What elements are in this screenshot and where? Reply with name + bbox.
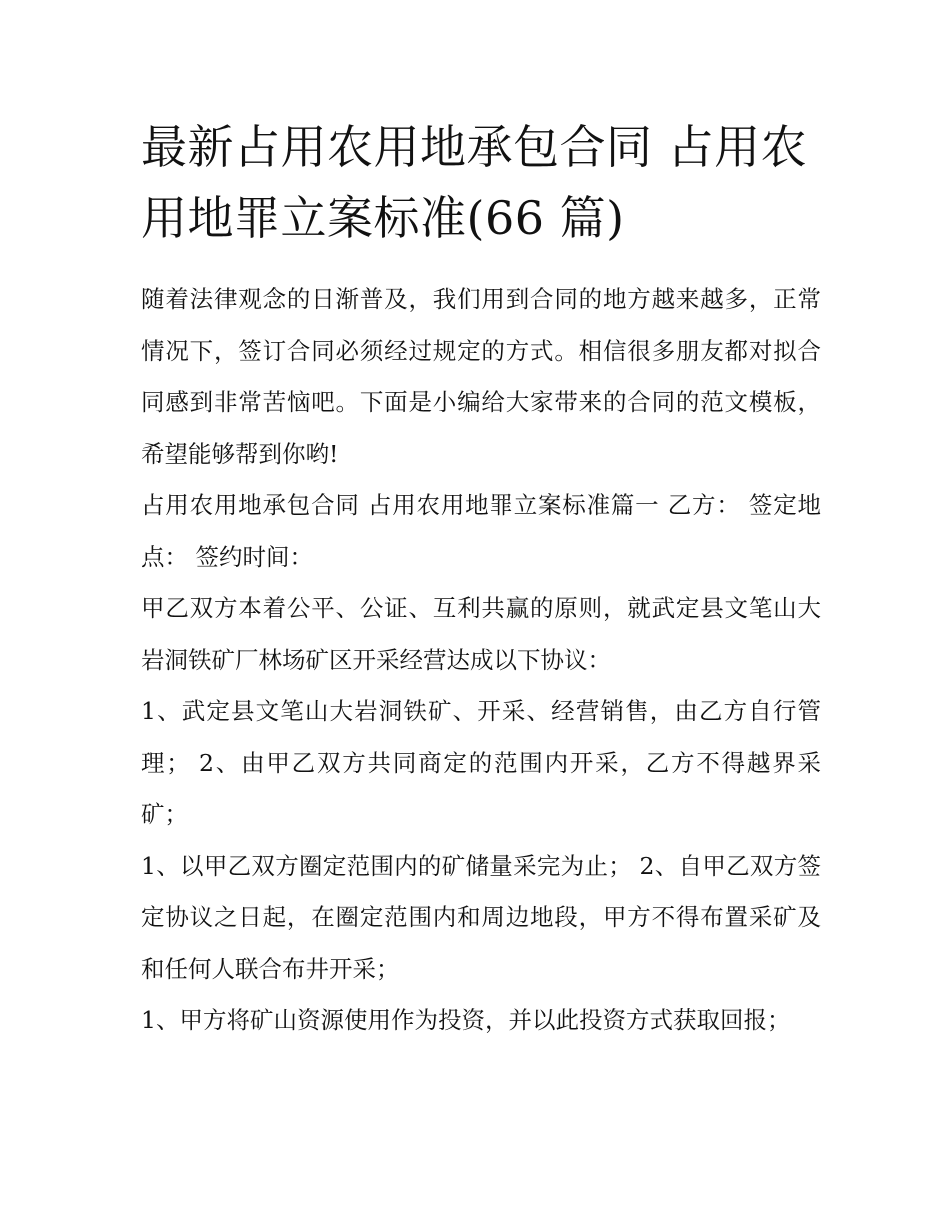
paragraph-principle: 甲乙双方本着公平、公证、互利共赢的原则，就武定县文笔山大岩洞铁矿厂林场矿区开采经营达成以下协议： [141,594,821,674]
document-title: 最新占用农用地承包合同 占用农用地罪立案标准(66 篇) [141,120,808,245]
paragraph-clause-3: 1、甲方将矿山资源使用作为投资，并以此投资方式获取回报； [141,1006,791,1034]
paragraph-clause-1: 1、武定县文笔山大岩洞铁矿、开采、经营销售，由乙方自行管理； 2、由甲乙双方共同商定的范围内开采，乙方不得越界采矿； [141,697,821,828]
paragraph-intro: 随着法律观念的日渐普及，我们用到合同的地方越来越多，正常情况下，签订合同必须经过规定的方式。相信很多朋友都对拟合同感到非常苦恼吧。下面是小编给大家带来的合同的范文模板，希望能够帮到你哟! [141,285,821,468]
document-page [141,112,821,1047]
paragraph-clause-2: 1、以甲乙双方圈定范围内的矿储量采完为止； 2、自甲乙双方签定协议之日起，在圈定范围内和周边地段，甲方不得布置采矿及和任何人联合布井开采； [141,851,821,983]
paragraph-contract-header: 占用农用地承包合同 占用农用地罪立案标准篇一 乙方： 签定地点： 签约时间： [141,491,821,571]
document-body [141,274,821,1047]
